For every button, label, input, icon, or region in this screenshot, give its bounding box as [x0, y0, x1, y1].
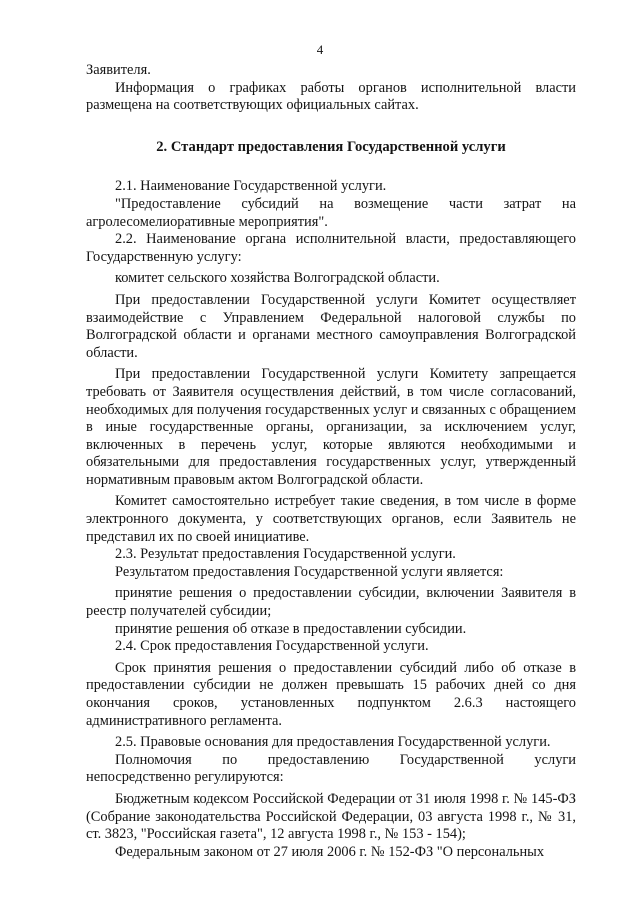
document-body: [86, 62, 576, 861]
paragraph: комитет сельского хозяйства Волгоградской области.: [115, 270, 440, 287]
paragraph: принятие решения об отказе в предоставлении субсидии.: [115, 620, 467, 637]
paragraph-continuation: Заявителя.: [86, 62, 151, 78]
section-heading: 2. Стандарт предоставления Государственной услуги: [156, 138, 506, 155]
paragraph: принятие решения о предоставлении субсидии, включении Заявителя в реестр получателей субсидии;: [86, 585, 576, 620]
paragraph: Информация о графиках работы органов исполнительной власти размещена на соответствующих официальных сайтах.: [86, 79, 576, 114]
paragraph: Федеральным законом от 27 июля 2006 г. № 152-ФЗ "О персональных: [115, 843, 545, 860]
paragraph: При предоставлении Государственной услуги Комитет осуществляет взаимодействие с Управлением Федеральной налоговой службы по Волгоградской области и органами местного самоуправления Волгоградской области.: [86, 291, 576, 361]
paragraph: При предоставлении Государственной услуги Комитету запрещается требовать от Заявителя осуществления действий, в том числе согласований, необходимых для получения государственных услуг и связанных с обращением в иные государственные органы, организации, за исключением услуг, включенных в перечень услуг, которые являются необходимыми и обязательными для предоставления государственных услуг, утвержденный нормативным правовым актом Волгоградской области.: [86, 366, 577, 488]
page-number: 4: [316, 42, 324, 57]
paragraph: "Предоставление субсидий на возмещение части затрат на агролесомелиоративные мероприятия".: [86, 195, 576, 230]
paragraph: 2.1. Наименование Государственной услуги.: [115, 178, 387, 195]
paragraph: 2.3. Результат предоставления Государственной услуги.: [115, 546, 456, 563]
paragraph: Комитет самостоятельно истребует такие сведения, в том числе в форме электронного документа, у соответствующих органов, если Заявитель не представил их по своей инициативе.: [86, 493, 576, 545]
paragraph: Полномочия по предоставлению Государственной услуги непосредственно регулируются:: [86, 751, 576, 786]
paragraph: Срок принятия решения о предоставлении субсидий либо об отказе в предоставлении субсидии не должен превышать 15 рабочих дней со дня окончания сроков, установленных подпунктом 2.6.3 настоящего административного регламента.: [86, 659, 576, 729]
paragraph: 2.5. Правовые основания для предоставления Государственной услуги.: [115, 734, 551, 751]
paragraph: Результатом предоставления Государственной услуги является:: [115, 563, 504, 580]
paragraph: 2.4. Срок предоставления Государственной услуги.: [115, 638, 429, 655]
paragraph: Бюджетным кодексом Российской Федерации от 31 июля 1998 г. № 145-ФЗ (Собрание законодательства Российской Федерации, 03 августа 1998 г., № 31, ст. 3823, "Российская газета", 12 августа 1998 г., № 153 - 154);: [86, 790, 576, 843]
paragraph: 2.2. Наименование органа исполнительной власти, предоставляющего Государственную услугу:: [86, 231, 576, 265]
